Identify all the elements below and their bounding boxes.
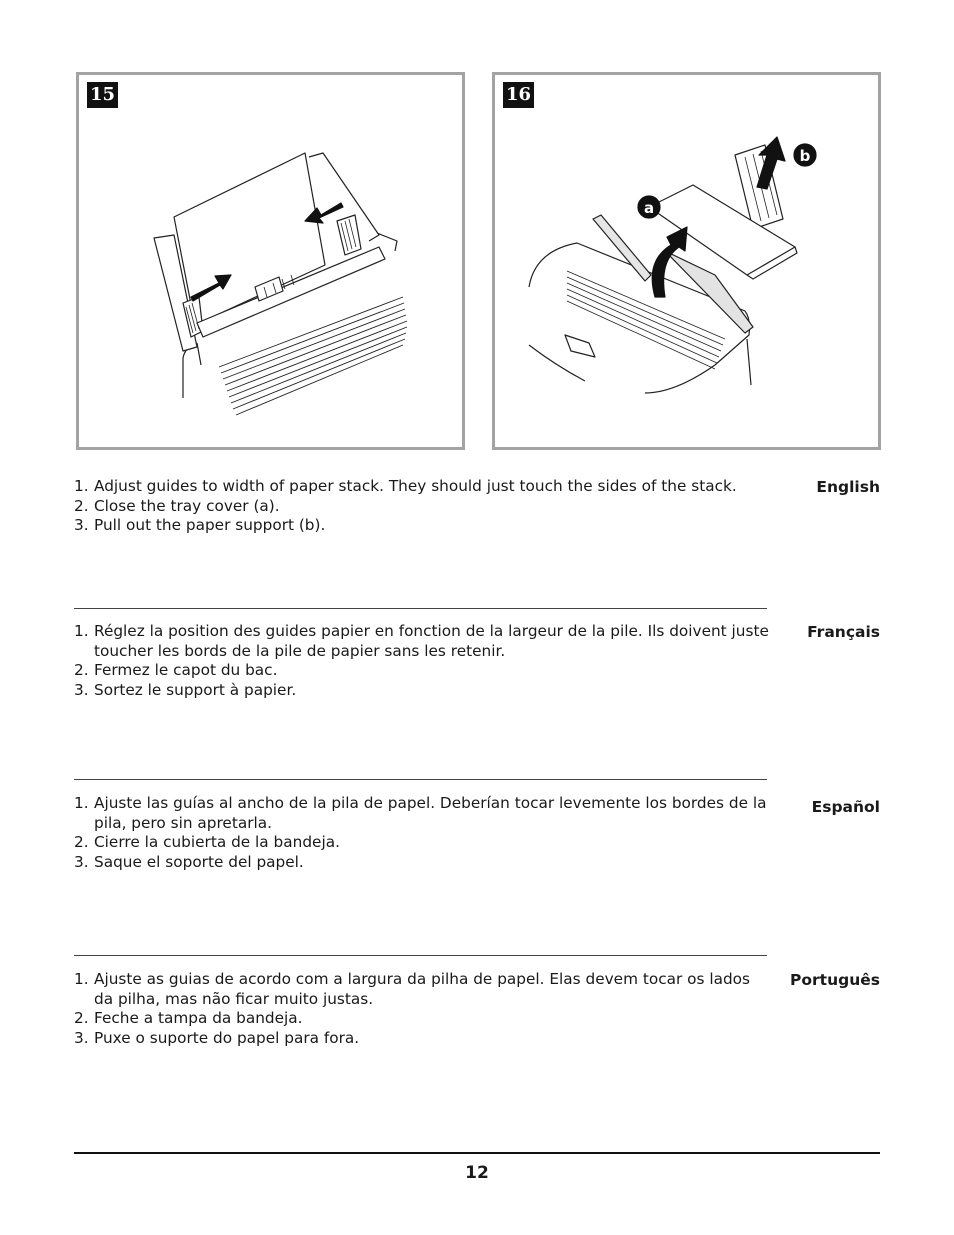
list-item: 1. Ajuste as guias de acordo com a largura da pilha de papel. Elas devem tocar os lados da pilha, mas não ficar muito justas. (74, 970, 751, 1008)
section-divider (74, 779, 767, 780)
callout-a: a (643, 199, 655, 217)
language-label: Français (807, 623, 880, 641)
list-item: 2. Fermez le capot du bac. (74, 661, 278, 679)
step-list (74, 477, 769, 536)
list-item: 2. Cierre la cubierta de la bandeja. (74, 833, 340, 851)
list-item: 3. Saque el soporte del papel. (74, 852, 304, 871)
section-divider (74, 608, 767, 609)
figure-16 (492, 72, 881, 450)
list-item: 1. Adjust guides to width of paper stack. They should just touch the sides of the stack. (74, 477, 737, 495)
callout-b: b (799, 147, 811, 165)
language-label: Español (811, 798, 880, 816)
list-item: 1. Ajuste las guías al ancho de la pila de papel. Deberían tocar levemente los bordes de la pila, pero sin apretarla. (74, 794, 767, 832)
paper-guides-illustration (79, 75, 462, 447)
section-divider (74, 955, 767, 956)
list-item: 3. Sortez le support à papier. (74, 680, 297, 699)
list-item: 3. Puxe o suporte do papel para fora. (74, 1028, 360, 1047)
tray-cover-illustration (495, 75, 878, 447)
list-item: 2. Feche a tampa da bandeja. (74, 1009, 303, 1027)
footer-divider (74, 1152, 880, 1154)
page-number: 12 (465, 1163, 489, 1183)
section-francais (74, 622, 880, 700)
section-english (74, 477, 880, 536)
list-item: 1. Réglez la position des guides papier en fonction de la largeur de la pile. Ils doivent juste toucher les bords de la pile de papier sans les retenir. (74, 622, 769, 660)
figure-15 (76, 72, 465, 450)
step-list (74, 970, 769, 1048)
list-item: 2. Close the tray cover (a). (74, 496, 280, 515)
language-label: Português (790, 971, 880, 989)
figure-number-badge: 15 (87, 82, 118, 108)
list-item: 3. Pull out the paper support (b). (74, 516, 326, 534)
figure-number-badge: 16 (503, 82, 534, 108)
step-list (74, 622, 769, 700)
step-list (74, 794, 769, 872)
language-label: English (816, 478, 880, 496)
section-portugues (74, 970, 880, 1048)
section-espanol (74, 794, 880, 872)
